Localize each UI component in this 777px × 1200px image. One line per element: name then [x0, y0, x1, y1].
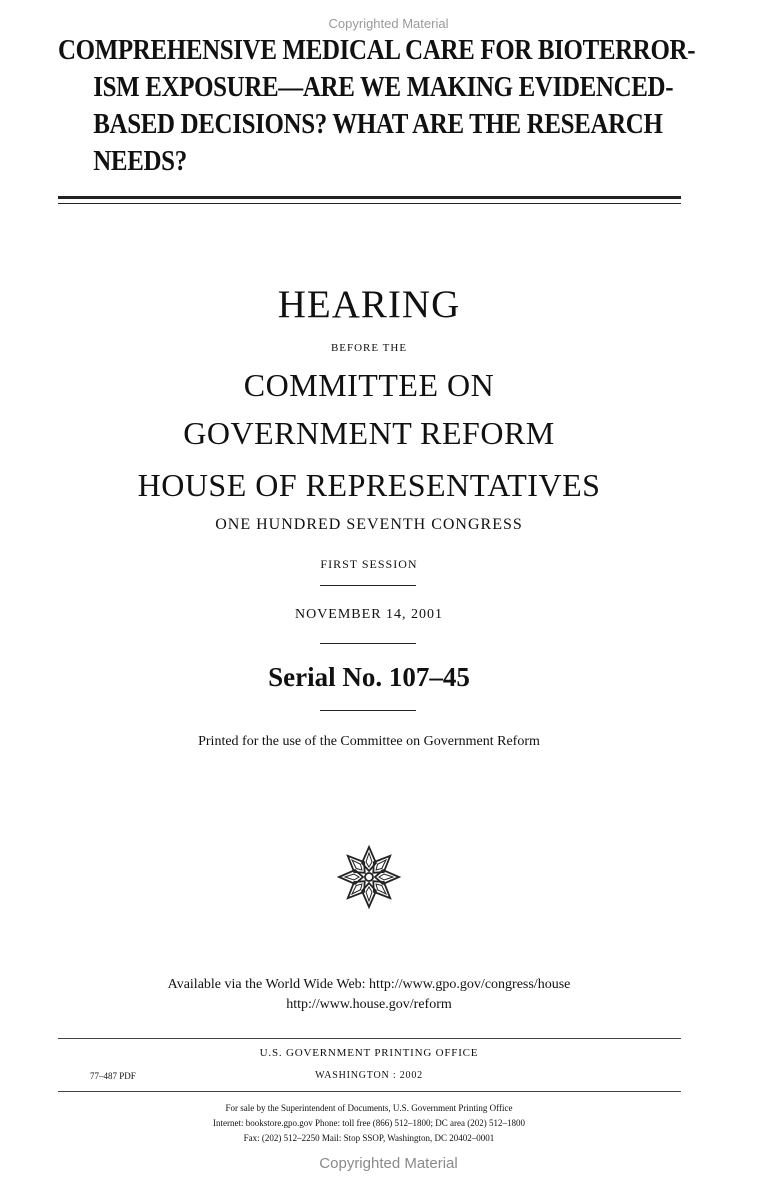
gpo-star-emblem-icon [336, 844, 402, 910]
hearing-heading: HEARING [277, 283, 461, 326]
title-line-3: BASED DECISIONS? WHAT ARE THE RESEARCH [93, 108, 663, 140]
sale-info-line-2: Internet: bookstore.gpo.gov Phone: toll free (866) 512–1800; DC area (202) 512–1800 [213, 1118, 525, 1128]
available-web-line-2: http://www.house.gov/reform [286, 997, 452, 1012]
title-divider [58, 196, 681, 204]
sale-info-line-3: Fax: (202) 512–2250 Mail: Stop SSOP, Washington, DC 20402–0001 [243, 1133, 495, 1143]
short-divider-1 [320, 585, 416, 586]
footer-divider-top [58, 1038, 681, 1039]
serial-number: Serial No. 107–45 [268, 662, 470, 692]
title-line-2: ISM EXPOSURE—ARE WE MAKING EVIDENCED- [93, 71, 674, 103]
congress-label: ONE HUNDRED SEVENTH CONGRESS [215, 516, 523, 533]
committee-line-2: GOVERNMENT REFORM [183, 415, 555, 451]
document-code: 77–487 PDF [90, 1071, 136, 1081]
footer-divider-bottom [58, 1091, 681, 1092]
document-title [58, 32, 696, 180]
washington-year: WASHINGTON : 2002 [315, 1070, 423, 1081]
gpo-label: U.S. GOVERNMENT PRINTING OFFICE [259, 1047, 479, 1059]
house-of-representatives: HOUSE OF REPRESENTATIVES [137, 467, 601, 503]
committee-line-1: COMMITTEE ON [243, 367, 495, 403]
sale-info-line-1: For sale by the Superintendent of Documents, U.S. Government Printing Office [225, 1103, 513, 1113]
watermark-top: Copyrighted Material [328, 16, 449, 31]
available-web-line-1: Available via the World Wide Web: http://www.gpo.gov/congress/house [167, 977, 571, 992]
watermark-bottom: Copyrighted Material [319, 1155, 458, 1172]
printed-for-note: Printed for the use of the Committee on Government Reform [198, 734, 540, 749]
title-line-4: NEEDS? [93, 145, 187, 177]
session-label: FIRST SESSION [320, 557, 418, 571]
title-line-1: COMPREHENSIVE MEDICAL CARE FOR BIOTERROR- [58, 34, 696, 66]
before-the-label: BEFORE THE [330, 342, 408, 354]
short-divider-3 [320, 710, 416, 711]
short-divider-2 [320, 643, 416, 644]
hearing-date: NOVEMBER 14, 2001 [294, 607, 444, 622]
